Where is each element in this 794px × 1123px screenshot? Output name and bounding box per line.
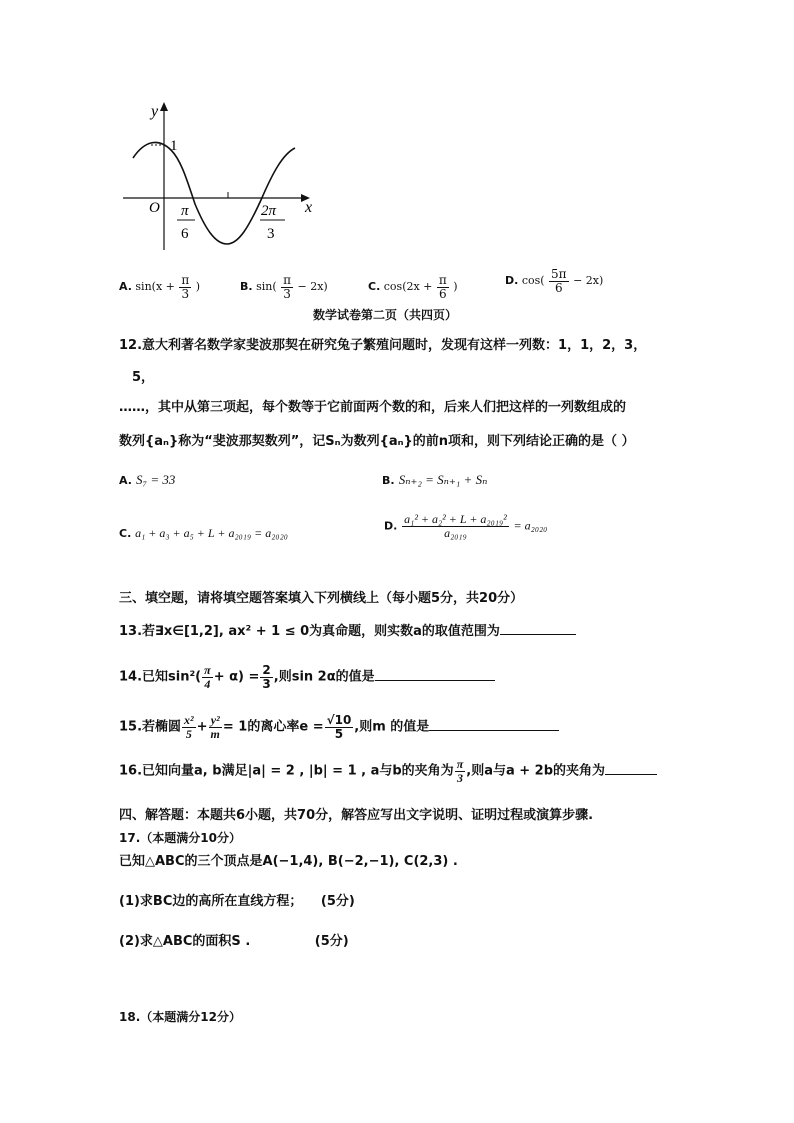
q16-frac	[455, 758, 466, 784]
q14-frac1	[202, 664, 213, 690]
q12-b-text: Sₙ₊₂ = Sₙ₊₁ + Sₙ	[398, 472, 488, 487]
q11-a-den: 3	[181, 286, 190, 301]
q14-mid: + α) =	[213, 669, 260, 685]
q11-b-pre: sin(	[256, 280, 277, 294]
q11-c-pre: cos(2x +	[383, 280, 433, 294]
q14-den1: 4	[204, 676, 211, 691]
q13-answer-blank[interactable]	[500, 622, 576, 635]
q11-a-frac	[179, 274, 191, 300]
q16-answer-blank[interactable]	[605, 762, 657, 775]
q11-b-post: − 2x)	[297, 280, 328, 294]
page-footer: 数学试卷第二页（共四页）	[313, 308, 458, 322]
q11-c-post: )	[453, 280, 458, 294]
y-axis-label: y	[151, 103, 159, 120]
q15-post: ,则m 的值是	[354, 719, 430, 735]
tick-pi6-num: π	[181, 203, 189, 219]
section4-title: 四、解答题：本题共6小题，共70分，解答应写出文字说明、证明过程或演算步骤.	[119, 808, 594, 823]
x-axis-label: x	[305, 199, 313, 216]
q12-option-c	[119, 526, 288, 541]
q12-option-a	[119, 472, 175, 488]
q14-pre: 14.已知sin²(	[119, 669, 202, 685]
q14-answer-blank[interactable]	[375, 668, 495, 681]
q12-line2: 5，	[132, 370, 155, 385]
q17-part1-text: (1)求BC边的高所在直线方程；	[119, 894, 303, 909]
one-label: 1	[170, 138, 178, 154]
q13	[119, 620, 576, 639]
q16-post: ,则a与a + 2b的夹角为	[466, 763, 606, 779]
q16-pre: 16.已知向量a, b满足|a| = 2 , |b| = 1 , a与b的夹角为	[119, 763, 454, 779]
q12-d-frac	[402, 513, 509, 539]
q17-part2-score: (5分)	[314, 934, 349, 949]
q11-a-pre: sin(x +	[135, 280, 175, 294]
q11-d-num: 5π	[551, 267, 567, 281]
tick-2pi3-num: 2π	[261, 203, 277, 219]
q12-d-den: a₂₀₁₉	[444, 525, 467, 540]
q17-text: 已知△ABC的三个顶点是A(−1,4), B(−2,−1), C(2,3) .	[119, 854, 458, 869]
q15-frac3	[325, 714, 354, 740]
q15-plus: +	[196, 719, 208, 735]
q14-num2: 2	[262, 663, 271, 677]
q17-heading: 17.（本题满分10分）	[119, 831, 241, 845]
q12-line1: 12.意大利著名数学家斐波那契在研究兔子繁殖问题时，发现有这样一列数：1，1，2，3，	[119, 338, 647, 353]
q11-a-num: π	[181, 273, 190, 287]
q15-num3: √10	[326, 713, 352, 727]
q15-pre: 15.若椭圆	[119, 719, 182, 735]
q12-d-label: D.	[384, 519, 398, 533]
q14-post: ,则sin 2α的值是	[273, 669, 375, 685]
q11-option-b	[240, 274, 328, 300]
q15	[119, 714, 559, 740]
q14-den2: 3	[262, 676, 271, 691]
q15-den3: 5	[334, 726, 344, 741]
q17-part2-text: (2)求△ABC的面积S .	[119, 934, 251, 949]
q16	[119, 758, 657, 784]
q13-text: 13.若∃x∈[1,2], ax² + 1 ≤ 0为真命题，则实数a的取值范围为	[119, 624, 500, 639]
q15-frac2	[209, 714, 222, 740]
q11-option-c	[368, 274, 458, 300]
q17-part1-score: (5分)	[320, 894, 355, 909]
q15-num1: x²	[184, 713, 194, 727]
q16-num: π	[456, 757, 464, 771]
tick-2pi3-den: 3	[267, 226, 275, 242]
tick-pi6-den: 6	[181, 226, 189, 242]
q11-c-den: 6	[439, 286, 447, 301]
q11-a-label: A.	[119, 280, 132, 294]
q11-a-post: )	[195, 280, 201, 294]
q12-c-label: C.	[119, 527, 132, 540]
q15-mid: = 1的离心率e =	[222, 719, 324, 735]
q11-b-num: π	[283, 273, 292, 287]
q15-den1: 5	[185, 726, 192, 741]
q12-b-label: B.	[382, 474, 395, 487]
q11-d-pre: cos(	[521, 274, 545, 288]
q12-a-label: A.	[119, 474, 132, 487]
q14-num1: π	[204, 663, 211, 677]
function-graph	[115, 98, 330, 258]
q12-line3: ……，其中从第三项起，每个数等于它前面两个数的和，后来人们把这样的一列数组成的	[119, 400, 627, 415]
q15-den2: m	[210, 726, 220, 741]
q15-answer-blank[interactable]	[429, 718, 559, 731]
q17-part2	[119, 930, 349, 949]
y-axis-arrow	[160, 102, 168, 111]
q12-d-num: a₁² + a₂² + L + a₂₀₁₉²	[404, 512, 507, 526]
q16-den: 3	[456, 770, 463, 785]
q11-option-d	[505, 268, 603, 294]
q11-b-frac	[281, 274, 293, 300]
origin-label: O	[149, 200, 160, 216]
q11-b-label: B.	[240, 280, 253, 294]
q12-d-rhs: = a₂₀₂₀	[513, 518, 548, 533]
q11-d-post: − 2x)	[573, 274, 604, 288]
q15-num2: y²	[209, 714, 222, 728]
q12-a-text: S₇ = 33	[136, 472, 176, 487]
section3-title: 三、填空题，请将填空题答案填入下列横线上（每小题5分，共20分）	[119, 591, 524, 606]
q12-line4: 数列{aₙ}称为“斐波那契数列”，记Sₙ为数列{aₙ}的前n项和，则下列结论正确的是（ ）	[119, 434, 635, 449]
q11-c-num: π	[438, 273, 447, 287]
q11-option-a	[119, 274, 200, 300]
q11-c-label: C.	[368, 280, 381, 294]
q14	[119, 664, 495, 690]
q11-d-label: D.	[505, 274, 519, 288]
q11-d-den: 6	[554, 280, 563, 295]
q18-heading: 18.（本题满分12分）	[119, 1010, 241, 1024]
q11-b-den: 3	[283, 286, 291, 301]
q17-part1	[119, 890, 355, 909]
q15-frac1	[182, 714, 196, 740]
q14-frac2	[260, 664, 272, 690]
q12-c-text: a₁ + a₃ + a₅ + L + a₂₀₁₉ = a₂₀₂₀	[135, 526, 288, 540]
q12-option-d	[384, 513, 547, 539]
q11-d-frac	[549, 268, 569, 294]
q11-c-frac	[437, 274, 449, 300]
q12-option-b	[382, 472, 487, 488]
